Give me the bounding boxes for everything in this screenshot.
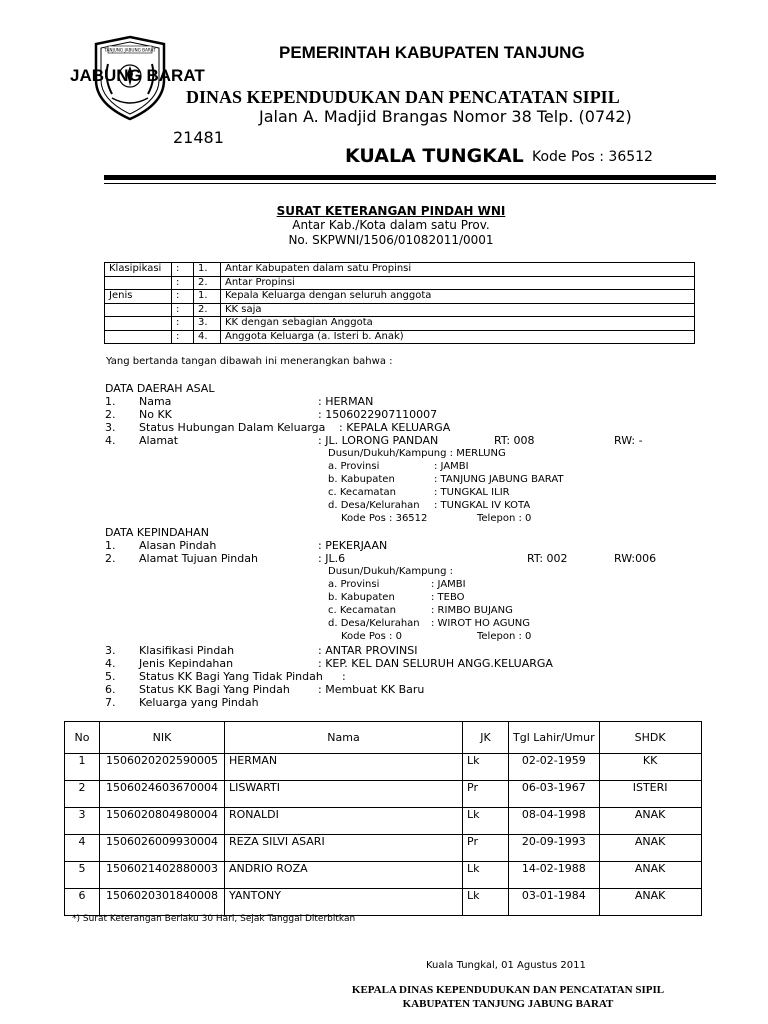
pindah-num-4: 4. [105, 657, 116, 670]
table-row [65, 808, 702, 835]
logo-caption: TANJUNG JABUNG BARAT [104, 47, 156, 53]
classification-row [105, 303, 695, 317]
header-line1: PEMERINTAH KABUPATEN TANJUNG [279, 43, 585, 62]
cell-no: 6 [65, 889, 100, 916]
classification-text: Antar Kabupaten dalam satu Propinsi [221, 263, 695, 277]
pindah-provinsi-value: : JAMBI [431, 579, 466, 590]
pindah-tujuan-label: Alamat Tujuan Pindah [139, 552, 258, 565]
pindah-tidak-pindah-value: : [342, 670, 346, 683]
asal-num-4: 4. [105, 434, 116, 447]
cell-shdk: KK [599, 754, 701, 781]
header-postal: Kode Pos : 36512 [532, 149, 653, 165]
cell-jk: Lk [463, 862, 509, 889]
pindah-tidak-pindah-label: Status KK Bagi Yang Tidak Pindah [139, 670, 323, 683]
classification-text: Kepala Keluarga dengan seluruh anggota [221, 290, 695, 304]
asal-num-1: 1. [105, 395, 116, 408]
classification-label [105, 330, 172, 344]
pindah-kabupaten-value: : TEBO [431, 592, 465, 603]
pindah-kecamatan-value: : RIMBO BUJANG [431, 605, 513, 616]
asal-provinsi-value: : JAMBI [434, 461, 469, 472]
classification-text: Anggota Keluarga (a. Isteri b. Anak) [221, 330, 695, 344]
classification-sep: : [172, 263, 194, 277]
column-header-jk: JK [463, 722, 509, 754]
cell-no: 3 [65, 808, 100, 835]
table-row [65, 862, 702, 889]
table-row [65, 754, 702, 781]
pindah-provinsi-label: a. Provinsi [328, 579, 380, 590]
pindah-kecamatan-label: c. Kecamatan [328, 605, 396, 616]
classification-row [105, 317, 695, 331]
asal-desa-label: d. Desa/Kelurahan [328, 500, 420, 511]
cell-shdk: ANAK [599, 835, 701, 862]
signer-title: KEPALA DINAS KEPENDUDUKAN DAN PENCATATAN SIPIL [351, 984, 665, 996]
cell-nama: ANDRIO ROZA [225, 862, 463, 889]
classification-num: 2. [194, 303, 221, 317]
pindah-rt: RT: 002 [527, 552, 568, 565]
cell-no: 1 [65, 754, 100, 781]
header-address-cont: 21481 [173, 128, 224, 147]
cell-shdk: ISTERI [599, 781, 701, 808]
column-header-no: No [65, 722, 100, 754]
header-rule-thin [104, 183, 716, 184]
asal-kecamatan-label: c. Kecamatan [328, 487, 396, 498]
table-row [65, 835, 702, 862]
asal-kabupaten-label: b. Kabupaten [328, 474, 395, 485]
pindah-num-1: 1. [105, 539, 116, 552]
cell-tgl-lahir: 02-02-1959 [509, 754, 600, 781]
cell-nik: 1506021402880003 [100, 862, 225, 889]
cell-jk: Pr [463, 781, 509, 808]
asal-nama-label: Nama [139, 395, 172, 408]
classification-num: 3. [194, 317, 221, 331]
header-address: Jalan A. Madjid Brangas Nomor 38 Telp. (0742) [259, 107, 632, 126]
asal-nama-value: : HERMAN [318, 395, 374, 408]
cell-no: 2 [65, 781, 100, 808]
cell-nik: 1506020202590005 [100, 754, 225, 781]
pindah-desa-value: : WIROT HO AGUNG [431, 618, 531, 629]
cell-nik: 1506020301840008 [100, 889, 225, 916]
classification-num: 1. [194, 290, 221, 304]
header-rule-thick [104, 175, 716, 180]
cell-shdk: ANAK [599, 808, 701, 835]
asal-provinsi-label: a. Provinsi [328, 461, 380, 472]
asal-nokk-value: : 1506022907110007 [318, 408, 438, 421]
asal-dusun: Dusun/Dukuh/Kampung : MERLUNG [328, 448, 506, 459]
pindah-heading: DATA KEPINDAHAN [105, 526, 209, 539]
cell-no: 4 [65, 835, 100, 862]
pindah-rw: RW:006 [614, 552, 657, 565]
classification-text: KK dengan sebagian Anggota [221, 317, 695, 331]
cell-nama: HERMAN [225, 754, 463, 781]
pindah-keluarga-label: Keluarga yang Pindah [139, 696, 259, 709]
asal-num-3: 3. [105, 421, 116, 434]
classification-sep: : [172, 276, 194, 290]
classification-num: 4. [194, 330, 221, 344]
classification-label [105, 276, 172, 290]
cell-nik: 1506020804980004 [100, 808, 225, 835]
pindah-kodepos: Kode Pos : 0 [341, 631, 402, 642]
cell-nama: LISWARTI [225, 781, 463, 808]
column-header-nik: NIK [100, 722, 225, 754]
table-row [65, 889, 702, 916]
asal-telepon: Telepon : 0 [477, 513, 532, 524]
classification-row [105, 276, 695, 290]
asal-nokk-label: No KK [139, 408, 172, 421]
classification-num: 1. [194, 263, 221, 277]
asal-kecamatan-value: : TUNGKAL ILIR [434, 487, 510, 498]
classification-sep: : [172, 290, 194, 304]
family-members-table [64, 721, 702, 916]
asal-rt: RT: 008 [494, 434, 535, 447]
cell-tgl-lahir: 03-01-1984 [509, 889, 600, 916]
classification-text: KK saja [221, 303, 695, 317]
pindah-num-3: 3. [105, 644, 116, 657]
cell-tgl-lahir: 08-04-1998 [509, 808, 600, 835]
pindah-tujuan-value: : JL.6 [318, 552, 346, 565]
cell-tgl-lahir: 20-09-1993 [509, 835, 600, 862]
header-city: KUALA TUNGKAL [345, 145, 524, 167]
classification-sep: : [172, 317, 194, 331]
asal-status-label: Status Hubungan Dalam Keluarga [139, 421, 326, 434]
pindah-num-5: 5. [105, 670, 116, 683]
pindah-telepon: Telepon : 0 [477, 631, 532, 642]
cell-tgl-lahir: 06-03-1967 [509, 781, 600, 808]
column-header-shdk: SHDK [599, 722, 701, 754]
asal-num-2: 2. [105, 408, 116, 421]
asal-desa-value: : TUNGKAL IV KOTA [434, 500, 531, 511]
pindah-yang-pindah-label: Status KK Bagi Yang Pindah [139, 683, 290, 696]
classification-sep: : [172, 330, 194, 344]
classification-row [105, 290, 695, 304]
cell-nama: REZA SILVI ASARI [225, 835, 463, 862]
cell-shdk: ANAK [599, 862, 701, 889]
asal-kodepos: Kode Pos : 36512 [341, 513, 428, 524]
pindah-yang-pindah-value: : Membuat KK Baru [318, 683, 425, 696]
pindah-alasan-label: Alasan Pindah [139, 539, 217, 552]
cell-nik: 1506024603670004 [100, 781, 225, 808]
pindah-klasifikasi-label: Klasifikasi Pindah [139, 644, 235, 657]
cell-jk: Lk [463, 889, 509, 916]
cell-nama: RONALDI [225, 808, 463, 835]
asal-alamat-value: : JL. LORONG PANDAN [318, 434, 439, 447]
asal-rw: RW: - [614, 434, 643, 447]
classification-row [105, 330, 695, 344]
pindah-num-2: 2. [105, 552, 116, 565]
cell-no: 5 [65, 862, 100, 889]
document-subtitle: Antar Kab./Kota dalam satu Prov. [292, 218, 490, 232]
classification-sep: : [172, 303, 194, 317]
pindah-klasifikasi-value: : ANTAR PROVINSI [318, 644, 418, 657]
classification-row [105, 263, 695, 277]
classification-label [105, 303, 172, 317]
pindah-alasan-value: : PEKERJAAN [318, 539, 388, 552]
classification-label: Klasipikasi [105, 263, 172, 277]
cell-jk: Lk [463, 808, 509, 835]
header-agency: DINAS KEPENDUDUKAN DAN PENCATATAN SIPIL [186, 87, 620, 107]
validity-footnote: *) Surat Keterangan Berlaku 30 Hari, Sejak Tanggal Diterbitkan [72, 914, 356, 924]
table-row [65, 781, 702, 808]
document-title: SURAT KETERANGAN PINDAH WNI [276, 204, 506, 218]
pindah-jenis-label: Jenis Kepindahan [139, 657, 234, 670]
classification-label: Jenis [105, 290, 172, 304]
asal-kabupaten-value: : TANJUNG JABUNG BARAT [434, 474, 564, 485]
pindah-num-6: 6. [105, 683, 116, 696]
table-header-row [65, 722, 702, 754]
pindah-desa-label: d. Desa/Kelurahan [328, 618, 420, 629]
classification-label [105, 317, 172, 331]
pindah-kabupaten-label: b. Kabupaten [328, 592, 395, 603]
column-header-nama: Nama [225, 722, 463, 754]
classification-table [104, 262, 695, 344]
pindah-jenis-value: : KEP. KEL DAN SELURUH ANGG.KELUARGA [318, 657, 553, 670]
signer-office: KABUPATEN TANJUNG JABUNG BARAT [402, 998, 614, 1010]
intro-statement: Yang bertanda tangan dibawah ini menerangkan bahwa : [106, 356, 393, 367]
asal-status-value: : KEPALA KELUARGA [339, 421, 451, 434]
document-number: No. SKPWNI/1506/01082011/0001 [288, 233, 494, 247]
classification-num: 2. [194, 276, 221, 290]
cell-tgl-lahir: 14-02-1988 [509, 862, 600, 889]
header-line1-continuation: JABUNG BARAT [70, 66, 205, 85]
asal-alamat-label: Alamat [139, 434, 179, 447]
classification-text: Antar Propinsi [221, 276, 695, 290]
cell-shdk: ANAK [599, 889, 701, 916]
cell-jk: Pr [463, 835, 509, 862]
asal-heading: DATA DAERAH ASAL [105, 382, 215, 395]
place-and-date: Kuala Tungkal, 01 Agustus 2011 [426, 960, 586, 971]
cell-jk: Lk [463, 754, 509, 781]
cell-nama: YANTONY [225, 889, 463, 916]
column-header-tgl-lahir: Tgl Lahir/Umur [509, 722, 600, 754]
pindah-dusun: Dusun/Dukuh/Kampung : [328, 566, 454, 577]
pindah-num-7: 7. [105, 696, 116, 709]
cell-nik: 1506026009930004 [100, 835, 225, 862]
